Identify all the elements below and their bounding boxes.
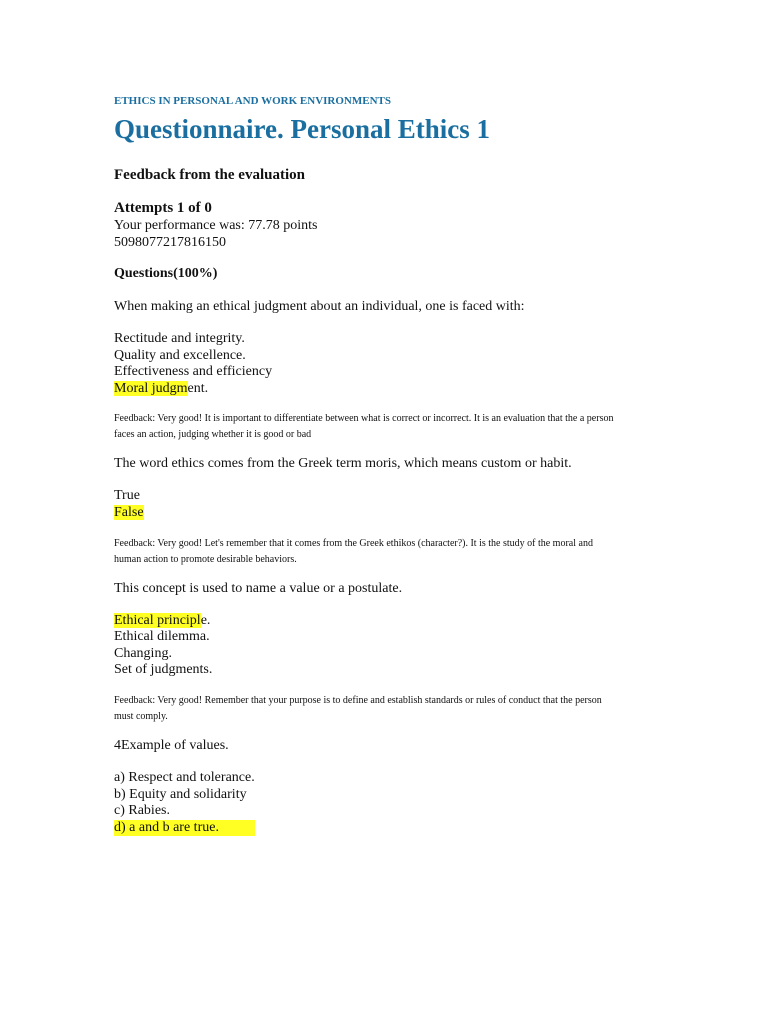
question-block-3 — [114, 580, 634, 725]
answer-option-selected: Moral judgment. — [114, 380, 209, 396]
attempts-heading: Attempts 1 of 0 — [114, 200, 212, 216]
document-content — [114, 94, 634, 836]
course-kicker: ETHICS IN PERSONAL AND WORK ENVIRONMENTS — [114, 95, 391, 107]
answer-options — [114, 331, 634, 397]
answer-option: Rectitude and integrity. — [114, 331, 245, 346]
answer-option: Changing. — [114, 645, 172, 661]
performance-text: Your performance was: 77.78 points — [114, 218, 318, 233]
question-text: The word ethics comes from the Greek term moris, which means custom or habit. — [114, 456, 572, 472]
answer-option-selected: d) a and b are true. — [114, 820, 634, 837]
answer-option-selected: Ethical principle. — [114, 612, 211, 628]
answer-option: c) Rabies. — [114, 803, 170, 819]
feedback-text: Feedback: Very good! Let's remember that it comes from the Greek ethikos (character?). It is the study of the moral and human action to promote desirable behaviors. — [114, 537, 593, 565]
answer-options — [114, 613, 634, 679]
answer-options — [114, 770, 634, 836]
questions-heading: Questions(100%) — [114, 266, 218, 281]
question-text: When making an ethical judgment about an individual, one is faced with: — [114, 299, 525, 314]
answer-option-selected: False — [114, 504, 144, 520]
question-block-4 — [114, 737, 634, 836]
question-block-2 — [114, 455, 634, 567]
answer-option: b) Equity and solidarity — [114, 786, 247, 802]
answer-option: Quality and excellence. — [114, 347, 246, 363]
feedback-text: Feedback: Very good! It is important to differentiate between what is correct or incorrect. It is an evaluation that the a person faces an action, judging whether it is good or bad — [114, 413, 614, 441]
feedback-heading: Feedback from the evaluation — [114, 167, 305, 183]
question-text: 4Example of values. — [114, 737, 229, 753]
attempt-code: 5098077217816150 — [114, 235, 226, 250]
answer-option: Ethical dilemma. — [114, 629, 210, 645]
answer-option: a) Respect and tolerance. — [114, 769, 255, 785]
answer-options — [114, 488, 634, 521]
feedback-text: Feedback: Very good! Remember that your purpose is to define and establish standards or rules of conduct that the person must comply. — [114, 694, 602, 722]
question-block-1 — [114, 298, 634, 443]
answer-option: Set of judgments. — [114, 662, 213, 678]
question-text: This concept is used to name a value or a postulate. — [114, 580, 403, 596]
page-title: Questionnaire. Personal Ethics 1 — [114, 114, 491, 144]
answer-option: Effectiveness and efficiency — [114, 364, 273, 380]
answer-option: True — [114, 488, 140, 504]
